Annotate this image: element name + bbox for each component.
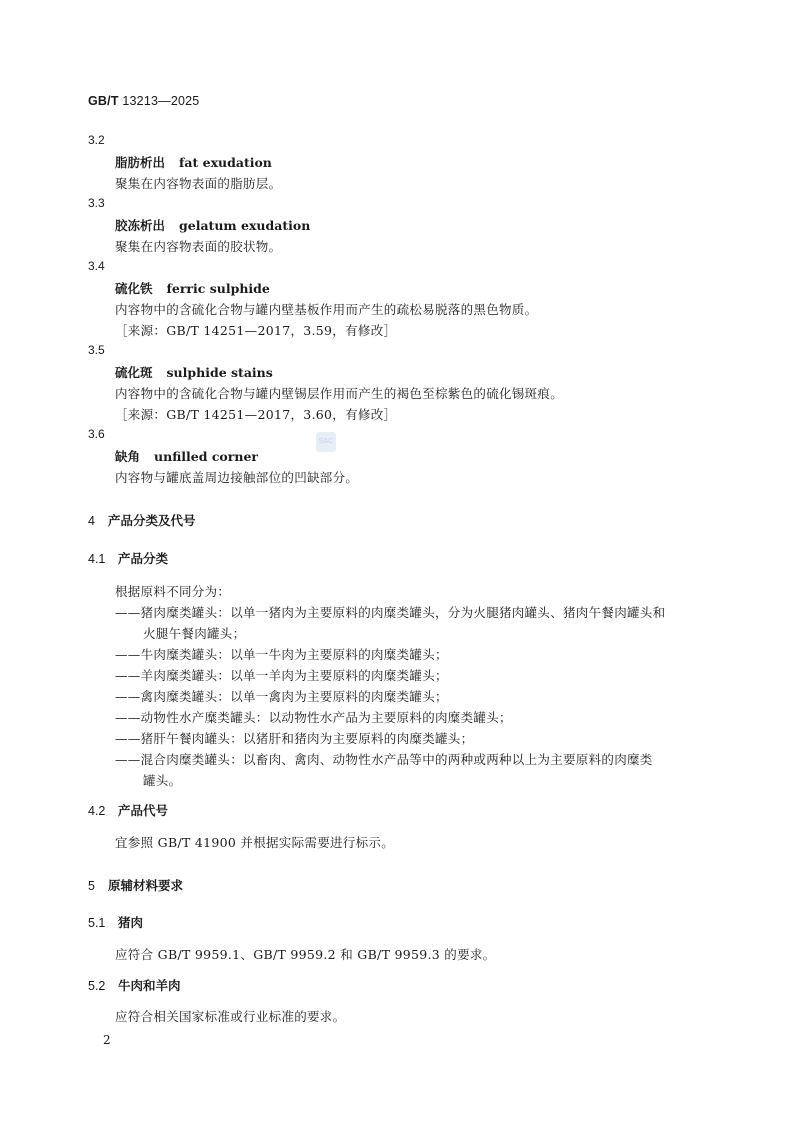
term-source: ［来源：GB/T 14251—2017，3.59，有修改］ [115,323,397,338]
term-en: sulphide stains [166,365,273,380]
term-en: ferric sulphide [166,281,270,296]
term-title [115,153,272,171]
section-title: 原辅材料要求 [108,879,184,893]
term-number: 3.2 [88,133,105,147]
term-zh: 脂肪析出 [115,155,166,170]
term-source: ［来源：GB/T 14251—2017，3.60，有修改］ [115,407,397,422]
term-title [115,363,273,381]
subsection-number: 4.2 [88,804,106,818]
standard-prefix: GB/T [88,94,119,108]
term-zh: 胶冻析出 [115,218,166,233]
term-number: 3.6 [88,427,105,441]
section-heading [88,511,196,529]
subsection-number: 5.2 [88,979,106,993]
section-number: 4 [88,514,95,528]
list-item: ——牛肉糜类罐头：以单一牛肉为主要原料的肉糜类罐头； [115,647,448,662]
subsection-heading [88,801,168,819]
list-item: ——禽肉糜类罐头：以单一禽肉为主要原料的肉糜类罐头； [115,689,448,704]
paragraph: 应符合 GB/T 9959.1、GB/T 9959.2 和 GB/T 9959.3 的要求。 [115,947,496,962]
subsection-number: 5.1 [88,916,106,930]
subsection-title: 牛肉和羊肉 [118,979,181,993]
list-item: ——猪肝午餐肉罐头：以猪肝和猪肉为主要原料的肉糜类罐头； [115,731,474,746]
section-number: 5 [88,879,95,893]
section-title: 产品分类及代号 [108,514,196,528]
subsection-number: 4.1 [88,552,106,566]
paragraph: 应符合相关国家标准或行业标准的要求。 [115,1009,346,1024]
standard-number: 13213—2025 [122,94,200,108]
term-number: 3.4 [88,259,105,273]
subsection-heading [88,549,168,567]
term-definition: 内容物中的含硫化合物与罐内壁锡层作用而产生的褐色至棕紫色的硫化锡斑痕。 [115,386,564,401]
watermark-logo: SAC [316,432,336,452]
term-zh: 硫化斑 [115,365,153,380]
subsection-heading [88,976,181,994]
paragraph: 宜参照 GB/T 41900 并根据实际需要进行标示。 [115,835,395,850]
subsection-heading [88,913,143,931]
term-zh: 缺角 [115,449,141,464]
page-number: 2 [103,1033,111,1047]
term-number: 3.3 [88,196,105,210]
term-title [115,216,310,234]
term-en: unfilled corner [154,449,258,464]
term-title [115,447,258,465]
list-item: ——猪肉糜类罐头：以单一猪肉为主要原料的肉糜类罐头，分为火腿猪肉罐头、猪肉午餐肉罐头和 [115,605,666,620]
term-number: 3.5 [88,343,105,357]
list-item: ——动物性水产糜类罐头：以动物性水产品为主要原料的肉糜类罐头； [115,710,512,725]
term-definition: 聚集在内容物表面的胶状物。 [115,239,282,254]
standard-header [88,94,199,108]
subsection-title: 猪肉 [118,916,144,930]
term-en: fat exudation [179,155,272,170]
list-item: ——混合肉糜类罐头：以畜肉、禽肉、动物性水产品等中的两种或两种以上为主要原料的肉糜类 [115,752,653,767]
subsection-title: 产品代号 [118,804,169,818]
list-item-continuation: 罐头。 [143,773,182,788]
term-definition: 内容物中的含硫化合物与罐内壁基板作用而产生的疏松易脱落的黑色物质。 [115,302,538,317]
term-definition: 聚集在内容物表面的脂肪层。 [115,176,282,191]
list-item-continuation: 火腿午餐肉罐头； [143,626,246,641]
section-heading [88,876,183,894]
paragraph: 根据原料不同分为： [115,584,231,599]
term-en: gelatum exudation [179,218,311,233]
list-item: ——羊肉糜类罐头：以单一羊肉为主要原料的肉糜类罐头； [115,668,448,683]
term-title [115,279,270,297]
term-definition: 内容物与罐底盖周边接触部位的凹缺部分。 [115,470,359,485]
subsection-title: 产品分类 [118,552,169,566]
term-zh: 硫化铁 [115,281,153,296]
